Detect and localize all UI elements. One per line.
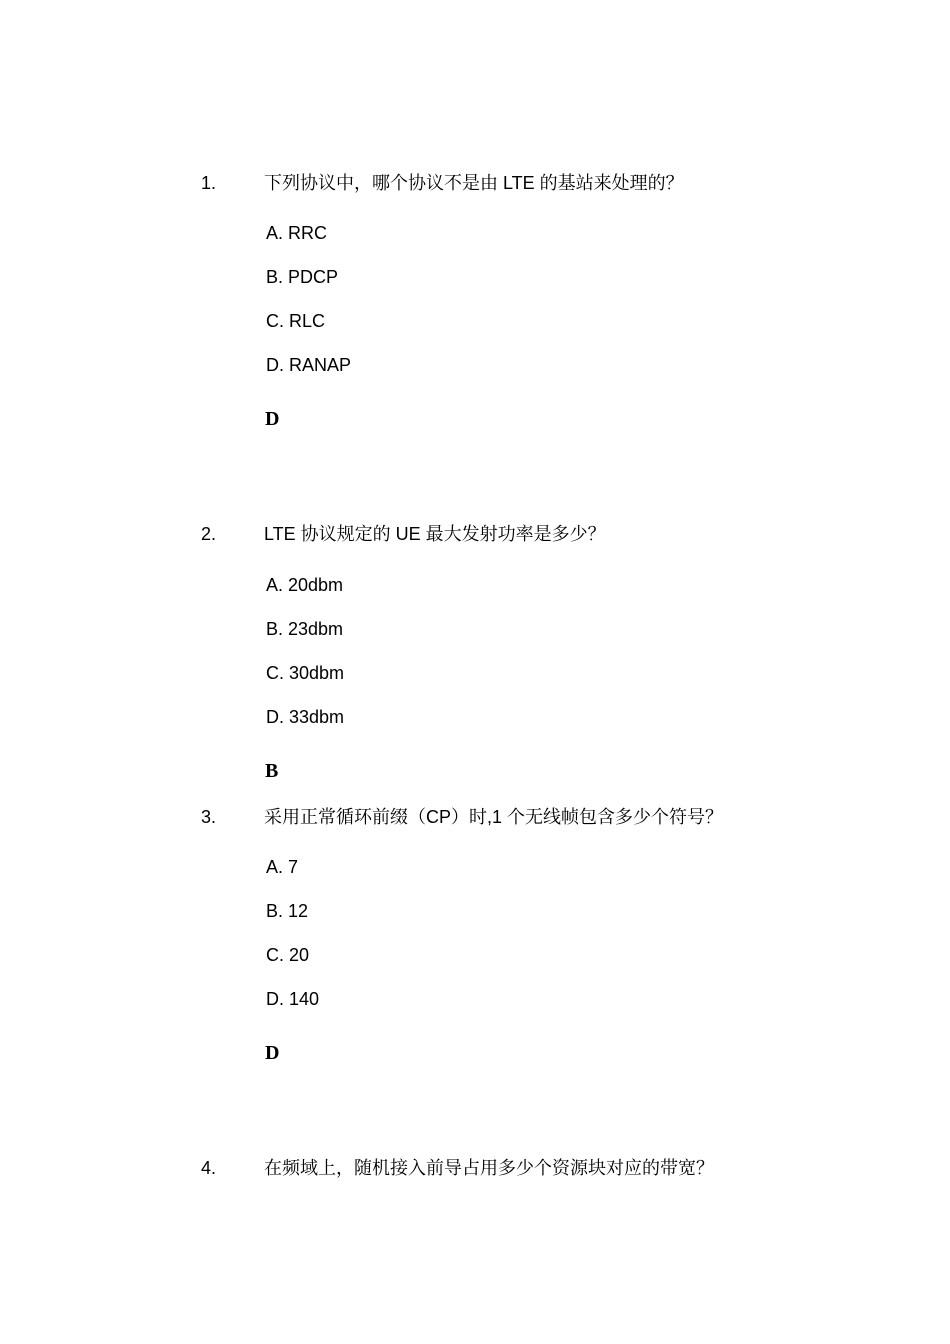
option-c: C. 30dbm xyxy=(266,663,345,683)
option-c: C. RLC xyxy=(266,311,326,331)
option-b: B. 23dbm xyxy=(266,619,344,639)
question-text: 采用正常循环前缀（CP）时,1 个无线帧包含多少个符号？ xyxy=(264,807,724,827)
question-number: 3. xyxy=(201,807,217,827)
question-number: 4. xyxy=(201,1158,217,1178)
option-b: B. PDCP xyxy=(266,267,339,287)
question-number: 1. xyxy=(201,173,217,193)
question-text: LTE 协议规定的 UE 最大发射功率是多少？ xyxy=(264,524,606,544)
answer: B xyxy=(265,760,279,782)
answer: D xyxy=(265,1042,280,1064)
question-number: 2. xyxy=(201,524,217,544)
option-d: D. 33dbm xyxy=(266,707,345,727)
option-d: D. RANAP xyxy=(266,355,352,375)
option-a: A. RRC xyxy=(266,223,328,243)
option-a: A. 7 xyxy=(266,857,299,877)
option-a: A. 20dbm xyxy=(266,575,344,595)
option-b: B. 12 xyxy=(266,901,309,921)
question-text: 在频域上，随机接入前导占用多少个资源块对应的带宽？ xyxy=(264,1158,714,1178)
option-d: D. 140 xyxy=(266,989,320,1009)
answer: D xyxy=(265,408,280,430)
question-text: 下列协议中，哪个协议不是由 LTE 的基站来处理的？ xyxy=(264,173,684,193)
option-c: C. 20 xyxy=(266,945,310,965)
